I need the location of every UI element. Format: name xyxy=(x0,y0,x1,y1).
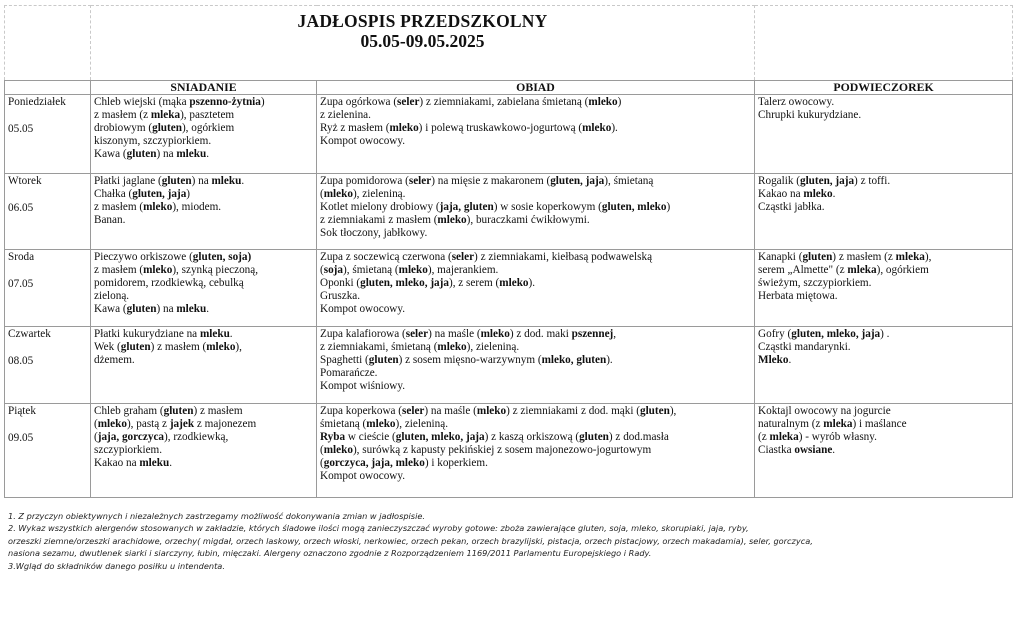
breakfast-line: dżemem. xyxy=(94,354,135,366)
lunch-line: Kompot owocowy. xyxy=(320,470,406,482)
lunch-line: Gruszka. xyxy=(320,290,361,302)
breakfast-cell xyxy=(91,174,317,250)
lunch-line: (mleko), zieleniną. xyxy=(320,188,406,200)
page-title: JADŁOSPIS PRZEDSZKOLNY xyxy=(297,11,548,31)
day-row xyxy=(5,327,1013,404)
lunch-line: Kotlet mielony drobiowy (jaja, gluten) w sosie koperkowym (gluten, mleko) xyxy=(320,201,671,213)
breakfast-line: Chałka (gluten, jaja) xyxy=(94,188,191,200)
title-left-blank xyxy=(5,6,91,81)
day-name: Wtorek xyxy=(8,175,42,187)
footnote-2: 2. Wykaz wszystkich alergenów stosowanych w zakładzie, których śladowe ilości mogą zanieczyszczać wyroby gotowe: zboża zawierające gluten, soja, mleko, skorupiaki, jaja, ryby, xyxy=(8,523,749,534)
snack-cell xyxy=(755,327,1013,404)
header-snack: PODWIECZOREK xyxy=(755,81,1013,95)
lunch-line: Spaghetti (gluten) z sosem mięsno-warzywnym (mleko, gluten). xyxy=(320,354,613,366)
footnote-2-cont: orzeszki ziemne/orzeszki arachidowe, orzechy( migdał, orzech laskowy, orzech włoski, nerkowiec, orzech pekan, orzech brazylijski, pistacja, orzech pistacjowy, orzech makadamia), seler, gorczyca, xyxy=(8,535,813,546)
header-lunch: OBIAD xyxy=(317,81,755,95)
breakfast-line: Płatki kukurydziane na mleku. xyxy=(94,328,233,340)
snack-cell xyxy=(755,95,1013,174)
breakfast-line: z masłem (mleko), szynką pieczoną, xyxy=(94,264,259,276)
breakfast-line: Kawa (gluten) na mleku. xyxy=(94,148,209,160)
snack-line: Cząstki mandarynki. xyxy=(758,341,851,353)
lunch-line: Zupa ogórkowa (seler) z ziemniakami, zabielana śmietaną (mleko) xyxy=(320,96,622,108)
lunch-line: z ziemniakami z masłem (mleko), buraczkami ćwikłowymi. xyxy=(320,214,590,226)
lunch-line: (gorczyca, jaja, mleko) i koperkiem. xyxy=(320,457,488,469)
breakfast-line: Banan. xyxy=(94,214,126,226)
lunch-line: Zupa pomidorowa (seler) na mięsie z makaronem (gluten, jaja), śmietaną xyxy=(320,175,654,187)
lunch-line: Ryż z masłem (mleko) i polewą truskawkowo-jogurtową (mleko). xyxy=(320,122,618,134)
footnotes xyxy=(8,510,1018,572)
footnote-2-end: nasiona sezamu, dwutlenek siarki i siarczyny, łubin, mięczaki. Alergeny oznaczono zgodnie z Rozporządzeniem 1169/2011 Parlamentu Europejskiego i Rady. xyxy=(8,548,652,559)
snack-line: (z mleka) - wyrób własny. xyxy=(758,431,877,443)
day-name: Piątek xyxy=(8,405,36,417)
breakfast-cell xyxy=(91,250,317,327)
lunch-line: (soja), śmietaną (mleko), majerankiem. xyxy=(320,264,499,276)
day-row xyxy=(5,250,1013,327)
snack-line: Kakao na mleko. xyxy=(758,188,836,200)
snack-line: Mleko. xyxy=(758,354,792,366)
breakfast-line: z masłem (z mleka), pasztetem xyxy=(94,109,235,121)
title-cell xyxy=(91,6,755,81)
lunch-line: Zupa koperkowa (seler) na maśle (mleko) z ziemniakami z dod. mąki (gluten), xyxy=(320,405,677,417)
snack-line: Gofry (gluten, mleko, jaja) . xyxy=(758,328,890,340)
snack-line: Koktajl owocowy na jogurcie xyxy=(758,405,891,417)
breakfast-line: Kawa (gluten) na mleku. xyxy=(94,303,209,315)
snack-line: Chrupki kukurydziane. xyxy=(758,109,862,121)
day-cell xyxy=(5,250,91,327)
snack-line: serem „Almette" (z mleka), ogórkiem xyxy=(758,264,929,276)
menu-table xyxy=(4,5,1013,498)
snack-cell xyxy=(755,404,1013,498)
title-row xyxy=(5,6,1013,81)
lunch-line: Kompot owocowy. xyxy=(320,135,406,147)
breakfast-line: pomidorem, rzodkiewką, cebulką xyxy=(94,277,244,289)
breakfast-line: (jaja, gorczyca), rzodkiewką, xyxy=(94,431,229,443)
lunch-line: z ziemniakami, śmietaną (mleko), zieleniną. xyxy=(320,341,520,353)
day-date: 07.05 xyxy=(8,278,34,290)
footnote-1: 1. Z przyczyn obiektywnych i niezależnych zastrzegamy możliwość dokonywania zmian w jadłospisie. xyxy=(8,511,425,521)
lunch-cell xyxy=(317,404,755,498)
snack-cell xyxy=(755,250,1013,327)
day-cell xyxy=(5,174,91,250)
day-cell xyxy=(5,404,91,498)
breakfast-line: Pieczywo orkiszowe (gluten, soja) xyxy=(94,251,252,263)
breakfast-line: szczypiorkiem. xyxy=(94,444,163,456)
snack-line: Herbata miętowa. xyxy=(758,290,838,302)
day-name: Sroda xyxy=(8,251,35,263)
day-date: 08.05 xyxy=(8,355,34,367)
lunch-line: Ryba w cieście (gluten, mleko, jaja) z kaszą orkiszową (gluten) z dod.masła xyxy=(320,431,669,443)
header-day-blank xyxy=(5,81,91,95)
day-row xyxy=(5,404,1013,498)
breakfast-cell xyxy=(91,327,317,404)
lunch-cell xyxy=(317,250,755,327)
snack-line: Kanapki (gluten) z masłem (z mleka), xyxy=(758,251,932,263)
lunch-line: Kompot owocowy. xyxy=(320,303,406,315)
day-date: 09.05 xyxy=(8,432,34,444)
title-right-blank xyxy=(755,6,1013,81)
lunch-line: Zupa kalafiorowa (seler) na maśle (mleko) z dod. maki pszennej, xyxy=(320,328,617,340)
day-name: Poniedziałek xyxy=(8,96,66,108)
breakfast-line: Chleb wiejski (mąka pszenno-żytnia) xyxy=(94,96,265,108)
lunch-line: śmietaną (mleko), zieleniną. xyxy=(320,418,449,430)
lunch-line: Sok tłoczony, jabłkowy. xyxy=(320,227,428,239)
lunch-line: Zupa z soczewicą czerwona (seler) z ziemniakami, kiełbasą podwawelską xyxy=(320,251,653,263)
breakfast-line: kiszonym, szczypiorkiem. xyxy=(94,135,212,147)
snack-line: świeżym, szczypiorkiem. xyxy=(758,277,872,289)
lunch-line: Kompot wiśniowy. xyxy=(320,380,406,392)
lunch-line: Oponki (gluten, mleko, jaja), z serem (mleko). xyxy=(320,277,536,289)
day-date: 06.05 xyxy=(8,202,34,214)
breakfast-line: Płatki jaglane (gluten) na mleku. xyxy=(94,175,245,187)
day-row xyxy=(5,95,1013,174)
lunch-cell xyxy=(317,174,755,250)
snack-line: Talerz owocowy. xyxy=(758,96,835,108)
lunch-line: Pomarańcze. xyxy=(320,367,378,379)
lunch-line: z zielenina. xyxy=(320,109,371,121)
day-cell xyxy=(5,327,91,404)
breakfast-line: zieloną. xyxy=(94,290,130,302)
day-date: 05.05 xyxy=(8,123,34,135)
snack-line: Rogalik (gluten, jaja) z toffi. xyxy=(758,175,891,187)
header-breakfast: SNIADANIE xyxy=(91,81,317,95)
day-row xyxy=(5,174,1013,250)
snack-cell xyxy=(755,174,1013,250)
snack-line: Cząstki jabłka. xyxy=(758,201,825,213)
lunch-cell xyxy=(317,327,755,404)
breakfast-cell xyxy=(91,95,317,174)
date-range: 05.05-09.05.2025 xyxy=(360,31,485,51)
lunch-line: (mleko), surówką z kapusty pekińskiej z sosem majonezowo-jogurtowym xyxy=(320,444,652,456)
breakfast-line: z masłem (mleko), miodem. xyxy=(94,201,222,213)
footnote-3: 3.Wgląd do składników danego posiłku u intendenta. xyxy=(8,560,225,571)
snack-line: naturalnym (z mleka) i maślance xyxy=(758,418,907,430)
breakfast-line: Wek (gluten) z masłem (mleko), xyxy=(94,341,242,353)
day-name: Czwartek xyxy=(8,328,51,340)
column-header-row xyxy=(5,81,1013,95)
breakfast-line: Kakao na mleku. xyxy=(94,457,172,469)
breakfast-line: (mleko), pastą z jajek z majonezem xyxy=(94,418,257,430)
breakfast-cell xyxy=(91,404,317,498)
breakfast-line: Chleb graham (gluten) z masłem xyxy=(94,405,243,417)
breakfast-line: drobiowym (gluten), ogórkiem xyxy=(94,122,235,134)
lunch-cell xyxy=(317,95,755,174)
day-cell xyxy=(5,95,91,174)
snack-line: Ciastka owsiane. xyxy=(758,444,836,456)
